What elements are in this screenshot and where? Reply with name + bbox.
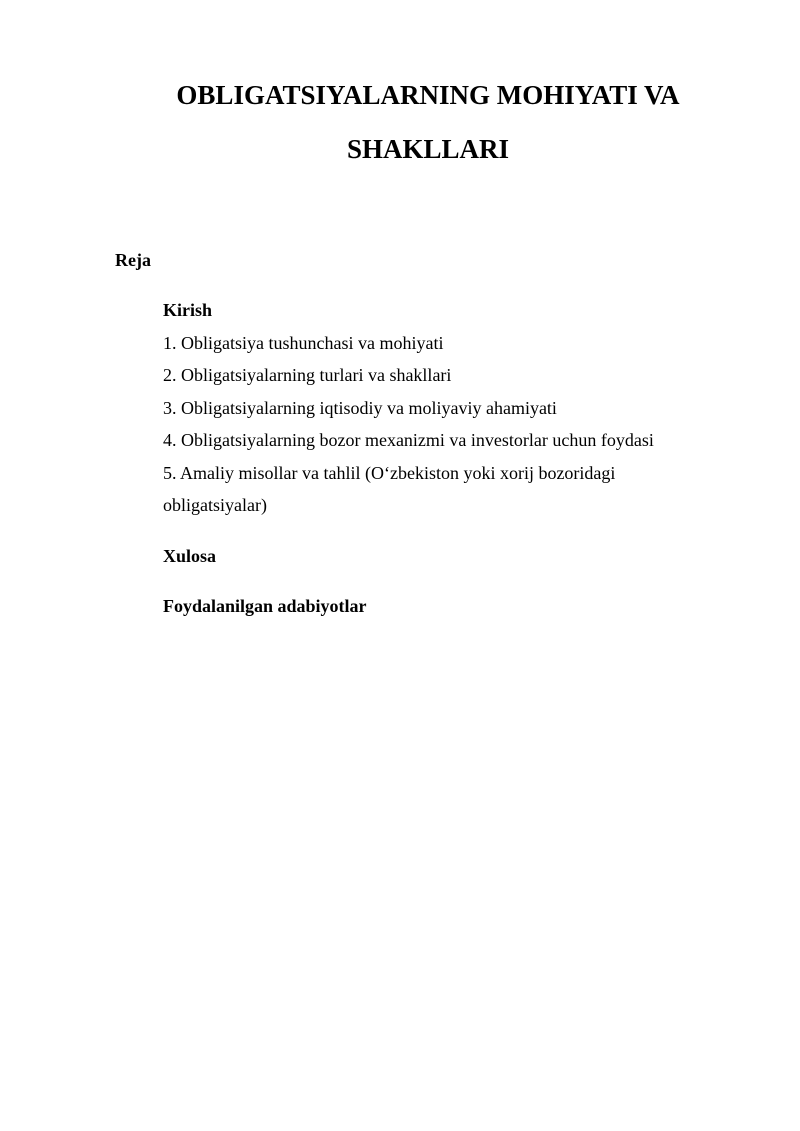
plan-heading: Reja [115,250,151,270]
plan-conclusion: Xulosa [163,545,217,566]
plan-references: Foydalanilgan adabiyotlar [163,595,367,616]
title-line-1: OBLIGATSIYALARNING MOHIYATI VA [176,80,680,110]
plan-item-1: 1. Obligatsiya tushunchasi va mohiyati [163,332,444,353]
title-line-2: SHAKLLARI [346,134,510,164]
plan-item-5: 5. Amaliy misollar va tahlil (O‘zbekiston yoki xorij bozoridagi obligatsiyalar) [163,462,616,515]
plan-intro: Kirish [163,300,213,320]
document-title [100,68,756,176]
plan-item-4: 4. Obligatsiyalarning bozor mexanizmi va investorlar uchun foydasi [163,430,654,450]
plan-item-2: 2. Obligatsiyalarning turlari va shakllari [163,365,452,385]
plan-list [163,298,723,618]
plan-item-3: 3. Obligatsiyalarning iqtisodiy va moliyaviy ahamiyati [163,397,557,418]
